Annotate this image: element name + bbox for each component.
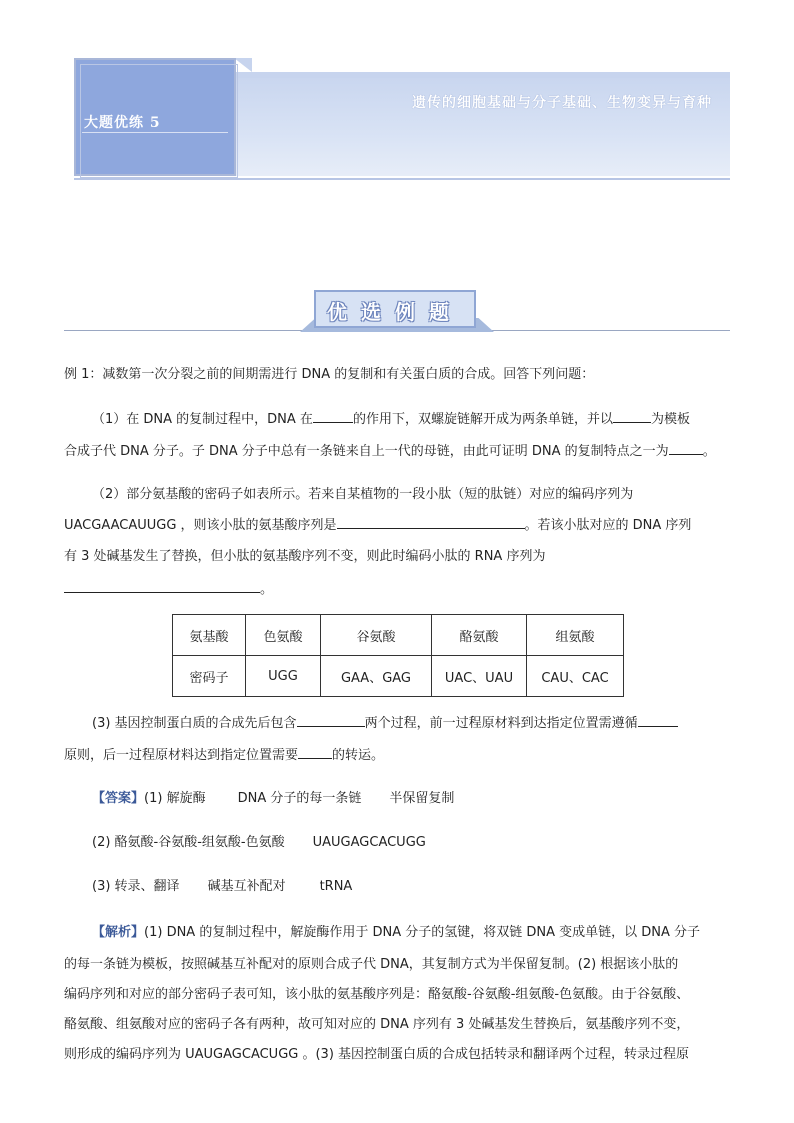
q1-line-2	[64, 442, 730, 461]
chapter-title: 遗传的细胞基础与分子基础、生物变异与育种	[412, 95, 712, 111]
analysis-text: (1) DNA 的复制过程中，解旋酶作用于 DNA 分子的氢键，将双链 DNA 变成单链，以 DNA 分子	[144, 925, 701, 940]
answer-text: (2) 酪氨酸-谷氨酸-组氨酸-色氨酸	[92, 835, 285, 850]
answer-tag: 【答案】	[92, 791, 145, 806]
q2-line-2	[64, 516, 730, 535]
unit-title: 大题优练 5	[84, 115, 161, 131]
table-cell: GAA、GAG	[321, 656, 432, 697]
q2-line-1: （2）部分氨基酸的密码子如表所示。若来自某植物的一段小肽（短的肽链）对应的编码序列为	[92, 487, 634, 502]
table-cell: 谷氨酸	[321, 615, 432, 656]
question-intro: 例 1：减数第一次分裂之前的间期需进行 DNA 的复制和有关蛋白质的合成。回答下列问题：	[64, 367, 595, 382]
answer-line-1	[92, 790, 730, 808]
q2-text-a: UACGAACAUUGG ，则该小肽的氨基酸序列是	[64, 518, 337, 533]
q3-text-c: 原则，后一过程原材料达到指定位置需要	[64, 748, 299, 763]
q2-text-b: 。若该小肽对应的 DNA 序列	[524, 518, 692, 533]
table-row	[173, 656, 624, 697]
answer-blank	[669, 442, 703, 455]
table-cell: UGG	[246, 656, 321, 697]
answer-text: (1) 解旋酶	[144, 791, 206, 806]
answer-text: 碱基互补配对	[207, 879, 286, 894]
banner-right-panel	[236, 78, 730, 176]
answer-line-2	[92, 834, 730, 852]
q1-text-b: 的作用下，双螺旋链解开成为两条单链，并以	[352, 412, 613, 427]
table-cell: 组氨酸	[527, 615, 624, 656]
table-cell: 酪氨酸	[432, 615, 527, 656]
answer-blank	[297, 714, 365, 727]
table-cell: UAC、UAU	[432, 656, 527, 697]
codon-table	[172, 614, 624, 697]
q3-text-a: (3) 基因控制蛋白质的合成先后包含	[92, 716, 297, 731]
answer-text: (3) 转录、翻译	[92, 879, 180, 894]
table-cell: 氨基酸	[173, 615, 246, 656]
q2-line-4	[64, 580, 730, 599]
answer-text: 半保留复制	[389, 791, 455, 806]
answer-blank	[313, 410, 353, 423]
analysis-line-3: 编码序列和对应的部分密码子表可知，该小肽的氨基酸序列是：酪氨酸-谷氨酸-组氨酸-色氨酸。由于谷氨酸、	[64, 987, 690, 1002]
banner-bottom-rule	[74, 178, 730, 180]
section-heading-box	[314, 290, 476, 328]
q1-text-c: 为模板	[650, 412, 690, 427]
answer-text: UAUGAGCACUGG	[312, 835, 426, 850]
q1-line-1	[92, 410, 730, 429]
banner-left-panel	[74, 58, 236, 176]
analysis-line-5: 则形成的编码序列为 UAUGAGCACUGG 。(3) 基因控制蛋白质的合成包括转录和翻译两个过程，转录过程原	[64, 1047, 690, 1062]
q3-text-d: 的转运。	[332, 748, 385, 763]
table-row	[173, 615, 624, 656]
answer-text: tRNA	[319, 879, 353, 894]
analysis-line-2: 的每一条链为模板，按照碱基互补配对的原则合成子代 DNA，其复制方式为半保留复制。(2) 根据该小肽的	[64, 957, 679, 972]
q1-text-d: 合成子代 DNA 分子。子 DNA 分子中总有一条链来自上一代的母链，由此可证明 DNA 的复制特点之一为	[64, 444, 669, 459]
answer-blank	[337, 516, 525, 529]
analysis-line-1	[92, 924, 730, 942]
answer-blank	[638, 714, 678, 727]
analysis-line-4: 酪氨酸、组氨酸对应的密码子各有两种，故可知对应的 DNA 序列有 3 处碱基发生替换后，氨基酸序列不变，	[64, 1017, 690, 1032]
banner-underline	[82, 132, 228, 133]
q3-text-b: 两个过程，前一过程原材料到达指定位置需遵循	[364, 716, 638, 731]
q2-line-3: 有 3 处碱基发生了替换，但小肽的氨基酸序列不变，则此时编码小肽的 RNA 序列为	[64, 549, 546, 564]
answer-blank	[613, 410, 651, 423]
q3-line-2	[64, 746, 730, 765]
answer-line-3	[92, 878, 730, 896]
q2-text-c: 。	[260, 582, 274, 597]
table-cell: 密码子	[173, 656, 246, 697]
answer-text: DNA 分子的每一条链	[237, 791, 362, 806]
header-banner	[74, 58, 730, 182]
answer-blank	[64, 580, 260, 593]
answer-blank	[298, 746, 332, 759]
table-cell: 色氨酸	[246, 615, 321, 656]
q1-text-a: （1）在 DNA 的复制过程中，DNA 在	[92, 412, 313, 427]
q3-line-1	[92, 714, 730, 733]
table-cell: CAU、CAC	[527, 656, 624, 697]
analysis-tag: 【解析】	[92, 925, 145, 940]
section-title: 优选例题	[327, 300, 463, 324]
q1-text-e: 。	[702, 444, 716, 459]
